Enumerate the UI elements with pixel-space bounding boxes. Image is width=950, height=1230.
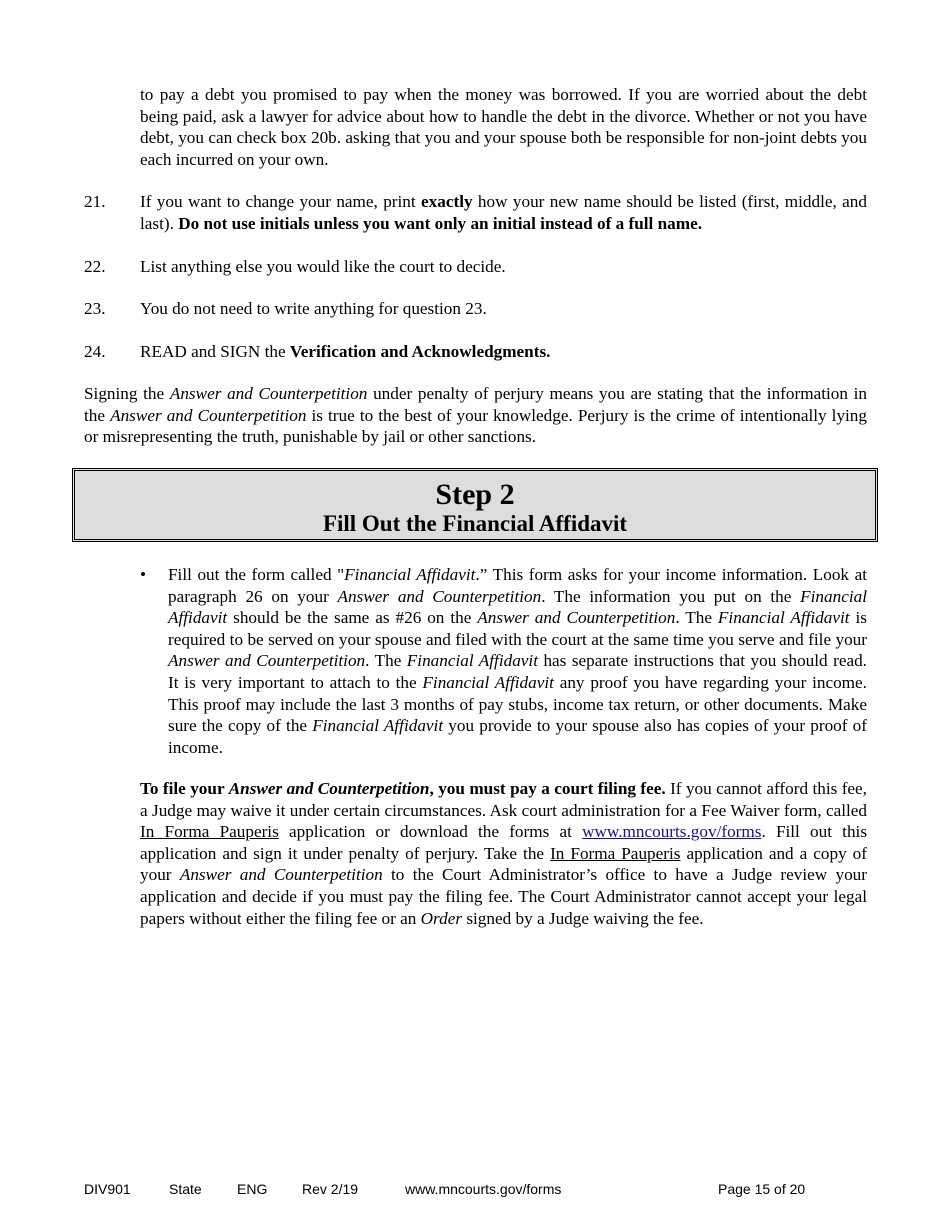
filing-text: application and a copy of your: [140, 843, 867, 885]
continued-paragraph-text: to pay a debt you promised to pay when the money was borrowed. If you are worried about the debt being paid, ask a lawyer for advice about how to handle the debt in the divorce. Whether or not you have debt, you can check box 20b. asking that you and your spouse both be responsible for non-joint debts you each incurred on your own.: [140, 85, 867, 169]
filing-text: . Fill out this application and sign it under penalty of perjury. Take the: [140, 822, 868, 863]
bullet-dot: •: [140, 565, 147, 584]
perjury-paragraph: [84, 383, 867, 448]
bullet-text-part: Fill out the form called ": [168, 565, 345, 584]
footer-language: ENG: [237, 1181, 268, 1197]
footer-revision: Rev 2/19: [302, 1181, 359, 1197]
bullet-text-part: you provide to your spouse also has copies of your proof of income.: [168, 716, 867, 757]
item-text-part: If you want to change your name, print: [140, 192, 422, 211]
bullet-text-part: .” This form asks for your income information. Look at paragraph 26 on your: [168, 565, 867, 606]
perjury-text: is true to the best of your knowledge. Perjury is the crime of intentionally lying or misrepresenting the truth, punishable by jail or other sanctions.: [84, 405, 867, 447]
bullet-text-part: . The: [675, 608, 718, 628]
item-number: 23.: [84, 299, 106, 318]
bullet-italic: Answer and Counterpetition: [477, 608, 676, 628]
filing-text: signed by a Judge waiving the fee.: [462, 908, 704, 928]
filing-italic: Answer and Counterpetition: [179, 865, 383, 885]
bullet-italic: Financial Affidavit: [312, 716, 444, 736]
item-text-bold: exactly: [421, 192, 473, 211]
footer-url: www.mncourts.gov/forms: [405, 1181, 562, 1197]
perjury-text: under penalty of perjury means you are stating that the information in the: [84, 384, 867, 425]
bullet-text-part: should be the same as #26 on the: [227, 608, 478, 628]
in-forma-pauperis-term: In Forma Pauperis: [550, 843, 681, 863]
item-text: [140, 191, 867, 234]
bullet-italic: Answer and Counterpetition: [168, 651, 366, 671]
page-footer: [0, 1179, 950, 1199]
bullet-italic: Financial Affidavit: [406, 651, 538, 671]
footer-form-id: DIV901: [84, 1181, 131, 1197]
bullet-italic: Financial Affidavit: [717, 608, 850, 628]
bullet-text-part: . The: [365, 651, 407, 671]
filing-bold-italic: Answer and Counterpetition: [228, 779, 430, 798]
filing-text: to the Court Administrator’s office to have a Judge review your application and decide if you must pay the filing fee. The Court Administrator cannot accept your legal papers without either the filing fee or an: [140, 865, 867, 928]
item-text-part: how your new name should be listed (first, middle, and last).: [140, 192, 867, 233]
instruction-item-24: [84, 341, 867, 363]
item-number: 24.: [84, 342, 106, 361]
bullet-italic: Financial Affidavit: [344, 565, 476, 584]
step-subtitle: Fill Out the Financial Affidavit: [322, 511, 628, 536]
step-title: Step 2: [435, 478, 515, 511]
item-text-bold: Verification and Acknowledgments.: [289, 342, 551, 361]
bullet-text-part: . The information you put on the: [541, 586, 801, 606]
item-text-part: READ and SIGN the: [140, 342, 290, 361]
continued-paragraph: [140, 84, 867, 170]
bullet-italic: Financial Affidavit: [422, 672, 554, 692]
item-text-bold: Do not use initials unless you want only an initial instead of a full name.: [178, 213, 703, 233]
perjury-text: Signing the: [84, 384, 170, 403]
item-number: 21.: [84, 192, 106, 211]
bullet-italic: Financial Affidavit: [168, 586, 867, 628]
filing-italic: Order: [420, 908, 463, 928]
footer-page-number: Page 15 of 20: [718, 1181, 806, 1197]
bullet-text-part: is required to be served on your spouse and filed with the court at the same time you serve and file your: [168, 608, 867, 649]
item-number: 22.: [84, 257, 106, 276]
filing-bold-part: To file your: [140, 779, 229, 798]
perjury-italic: Answer and Counterpetition: [169, 384, 368, 403]
instruction-item-23: [84, 298, 867, 320]
footer-state: State: [169, 1181, 202, 1197]
item-text: [140, 341, 867, 363]
perjury-italic: Answer and Counterpetition: [110, 405, 307, 425]
filing-bold-lead: [140, 779, 666, 798]
mncourts-forms-link[interactable]: www.mncourts.gov/forms: [582, 822, 762, 842]
step-2-header-box: [72, 468, 878, 542]
item-text: You do not need to write anything for question 23.: [140, 299, 487, 318]
financial-affidavit-bullet: [140, 564, 867, 758]
bullet-text: [168, 564, 867, 758]
bullet-text-part: any proof you have regarding your income. This proof may include the last 3 months of pay stubs, income tax return, or other documents. Make sure the copy of the: [168, 672, 867, 736]
bullet-italic: Answer and Counterpetition: [337, 586, 542, 606]
filing-text: application or download the forms at: [278, 822, 583, 842]
instruction-item-22: [84, 256, 867, 278]
filing-text: If you cannot afford this fee, a Judge may waive it under certain circumstances. Ask court administration for a Fee Waiver form, called: [140, 779, 867, 820]
filing-bold-part: , you must pay a court filing fee.: [429, 779, 666, 798]
in-forma-pauperis-term: In Forma Pauperis: [140, 822, 279, 842]
bullet-text-part: has separate instructions that you should read. It is very important to attach to the: [168, 651, 867, 692]
instruction-item-21: [84, 191, 867, 234]
filing-fee-paragraph: [140, 778, 867, 929]
item-text: List anything else you would like the court to decide.: [140, 257, 506, 276]
